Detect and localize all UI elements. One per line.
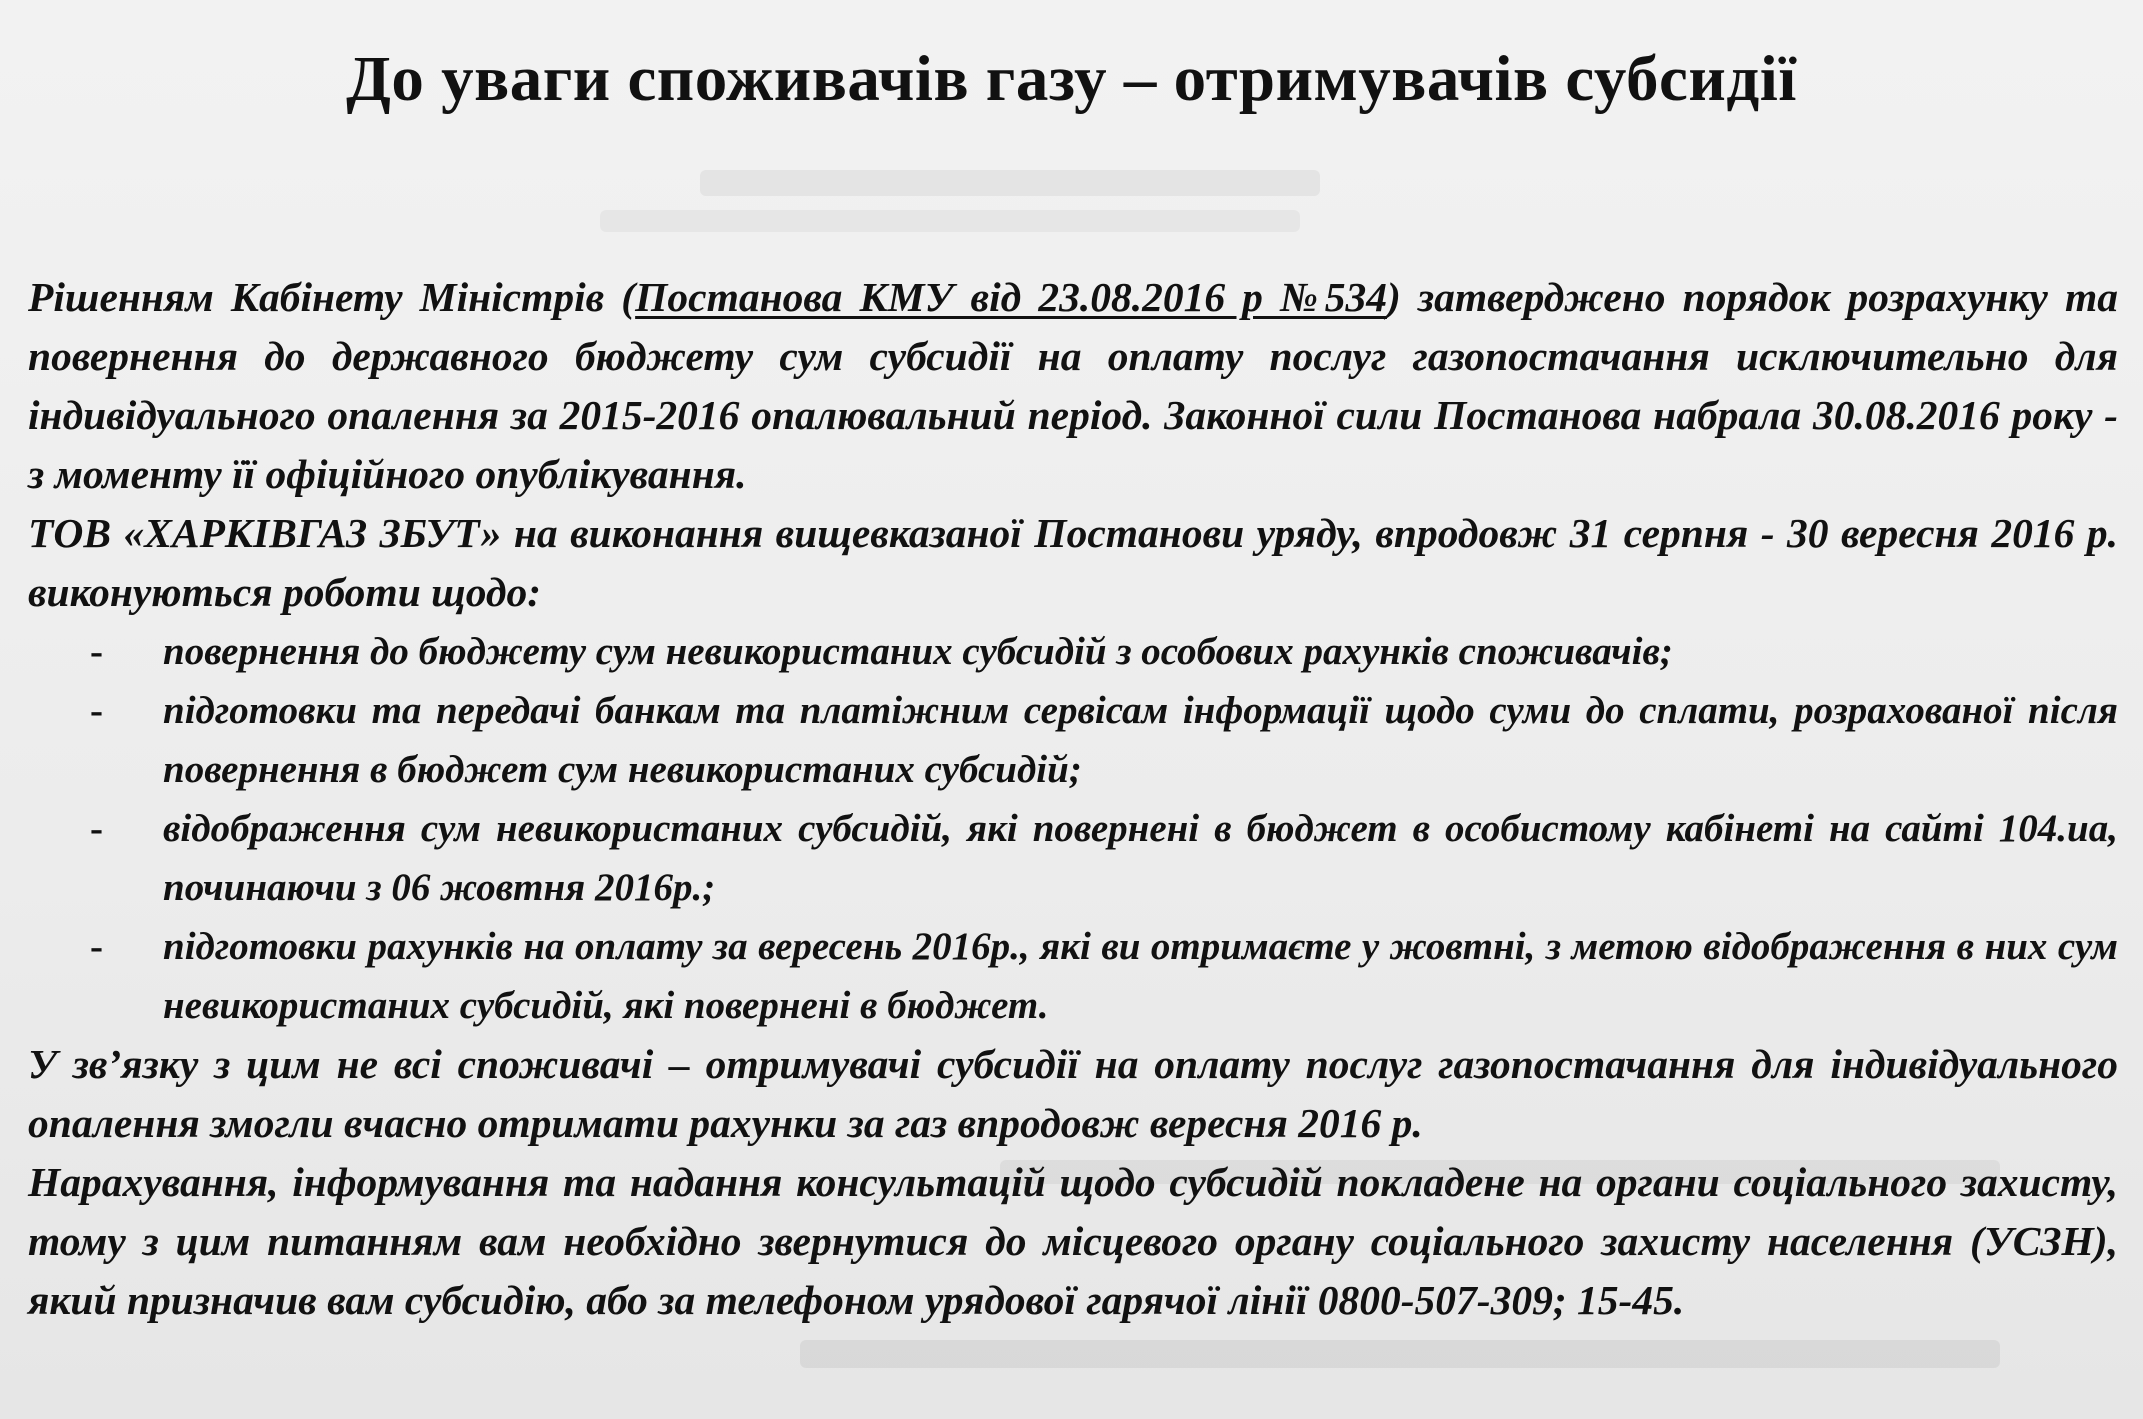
paragraph-delay-notice: У зв’язку з цим не всі споживачі – отримувачі субсидії на оплату послуг газопостачання для індивідуального опалення змогли вчасно отримати рахунки за газ впродовж вересня 2016 р. [28, 1041, 2118, 1146]
bleed-through-shadow [700, 170, 1320, 196]
task-list [28, 622, 2118, 1035]
list-item [28, 681, 2118, 799]
decree-rest: ) затверджено порядок розрахунку та повернення до державного бюджету сум субсидії на оплату послуг газопостачання исключительно для індивідуального опалення за 2015-2016 опалювальний період. Законної сили Постанова набрала 30.08.2016 року - з моменту її офіційного опублікування. [28, 274, 2118, 497]
list-item-text: повернення до бюджету сум невикористаних субсидій з особових рахунків споживачів; [163, 630, 1673, 673]
bullet-dash: - [90, 925, 103, 968]
paragraph-decree [28, 268, 2118, 504]
bullet-dash: - [90, 630, 103, 673]
paragraph-contact-info: Нарахування, інформування та надання консультацій щодо субсидій покладене на органи соціального захисту, тому з цим питанням вам необхідно звернутися до місцевого органу соціального захисту населення (УСЗН), який призначив вам субсидію, або за телефоном урядової гарячої лінії 0800-507-309; 15-45. [28, 1159, 2118, 1323]
decree-lead: Рішенням Кабінету Міністрів ( [28, 274, 636, 320]
list-item [28, 799, 2118, 917]
decree-reference: Постанова КМУ від 23.08.2016 р №534 [635, 274, 1387, 320]
list-item-text: підготовки рахунків на оплату за вересень 2016р., які ви отримаєте у жовтні, з метою відображення в них сум невикористаних субсидій, які повернені в бюджет. [163, 925, 2118, 1027]
bleed-through-shadow [600, 210, 1300, 232]
list-item [28, 622, 2118, 681]
document-body [28, 268, 2118, 1330]
paragraph-company-works: ТОВ «ХАРКІВГАЗ ЗБУТ» на виконання вищевказаної Постанови уряду, впродовж 31 серпня - 30 вересня 2016 р. виконуються роботи щодо: [28, 510, 2118, 615]
page-title: До уваги споживачів газу – отримувачів субсидії [346, 43, 1797, 115]
bleed-through-shadow [800, 1340, 2000, 1368]
list-item-text: підготовки та передачі банкам та платіжним сервісам інформації щодо суми до сплати, розрахованої після повернення в бюджет сум невикористаних субсидій; [163, 689, 2118, 791]
list-item [28, 917, 2118, 1035]
bullet-dash: - [90, 807, 103, 850]
bullet-dash: - [90, 689, 103, 732]
list-item-text: відображення сум невикористаних субсидій, які повернені в бюджет в особистому кабінеті на сайті 104.ua, починаючи з 06 жовтня 2016р.; [163, 807, 2118, 909]
